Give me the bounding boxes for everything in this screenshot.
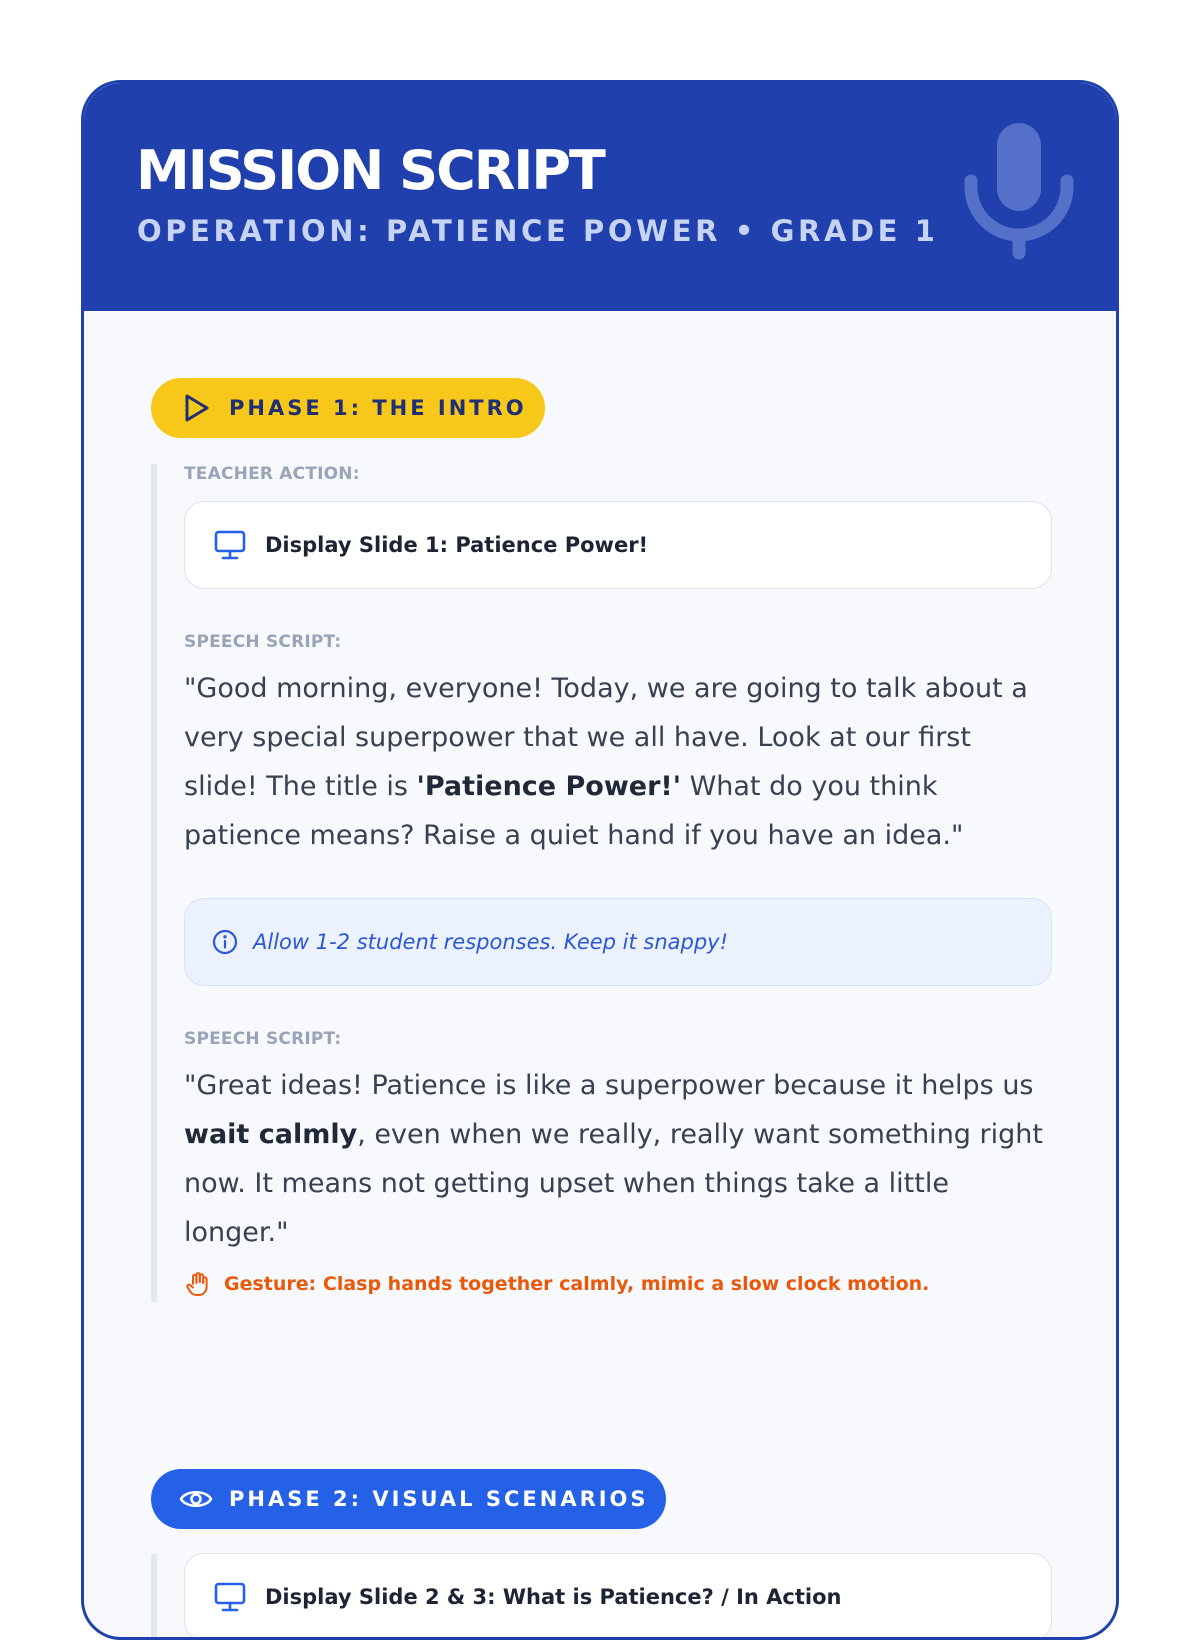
monitor-icon bbox=[213, 1580, 247, 1614]
phase-2-label: PHASE 2: VISUAL SCENARIOS bbox=[229, 1487, 649, 1511]
monitor-icon bbox=[213, 528, 247, 562]
teacher-action-text: Display Slide 2 & 3: What is Patience? / In Action bbox=[265, 1585, 842, 1609]
speech-script-label: SPEECH SCRIPT: bbox=[184, 1029, 342, 1049]
gesture-cue bbox=[184, 1270, 929, 1298]
header bbox=[84, 83, 1116, 311]
teacher-action-box bbox=[184, 501, 1052, 589]
speech-script-text: "Great ideas! Patience is like a superpower because it helps us wait calmly, even when we really, really want something right now. It means not getting upset when things take a little longer." bbox=[184, 1070, 1043, 1248]
teacher-action-label: TEACHER ACTION: bbox=[184, 464, 360, 484]
teacher-action-box bbox=[184, 1553, 1052, 1640]
teacher-action-text: Display Slide 1: Patience Power! bbox=[265, 533, 649, 557]
eye-icon bbox=[179, 1482, 213, 1516]
speech-script-text: "Good morning, everyone! Today, we are going to talk about a very special superpower that we all have. Look at our first slide! The title is 'Patience Power!' What do you think patience means? Raise a quiet hand if you have an idea." bbox=[184, 673, 1028, 851]
page-subtitle: OPERATION: PATIENCE POWER • GRADE 1 bbox=[137, 214, 939, 248]
mission-script-card bbox=[81, 80, 1119, 1640]
page-title: MISSION SCRIPT bbox=[136, 139, 604, 202]
phase-1-label: PHASE 1: THE INTRO bbox=[229, 396, 527, 420]
info-icon bbox=[211, 928, 239, 956]
play-icon bbox=[179, 391, 213, 425]
phase-1-badge bbox=[151, 378, 545, 438]
facilitator-note bbox=[184, 898, 1052, 986]
hand-icon bbox=[184, 1270, 212, 1298]
phase-2-badge bbox=[151, 1469, 666, 1529]
microphone-icon bbox=[959, 113, 1079, 263]
note-text: Allow 1-2 student responses. Keep it snappy! bbox=[253, 930, 729, 954]
speech-emphasis: 'Patience Power!' bbox=[416, 771, 681, 802]
speech-emphasis: wait calmly bbox=[184, 1119, 358, 1150]
gesture-text: Gesture: Clasp hands together calmly, mimic a slow clock motion. bbox=[224, 1273, 930, 1295]
phase-2-body bbox=[151, 1554, 1047, 1640]
speech-script-label: SPEECH SCRIPT: bbox=[184, 632, 342, 652]
phase-1-body bbox=[151, 464, 1047, 1302]
